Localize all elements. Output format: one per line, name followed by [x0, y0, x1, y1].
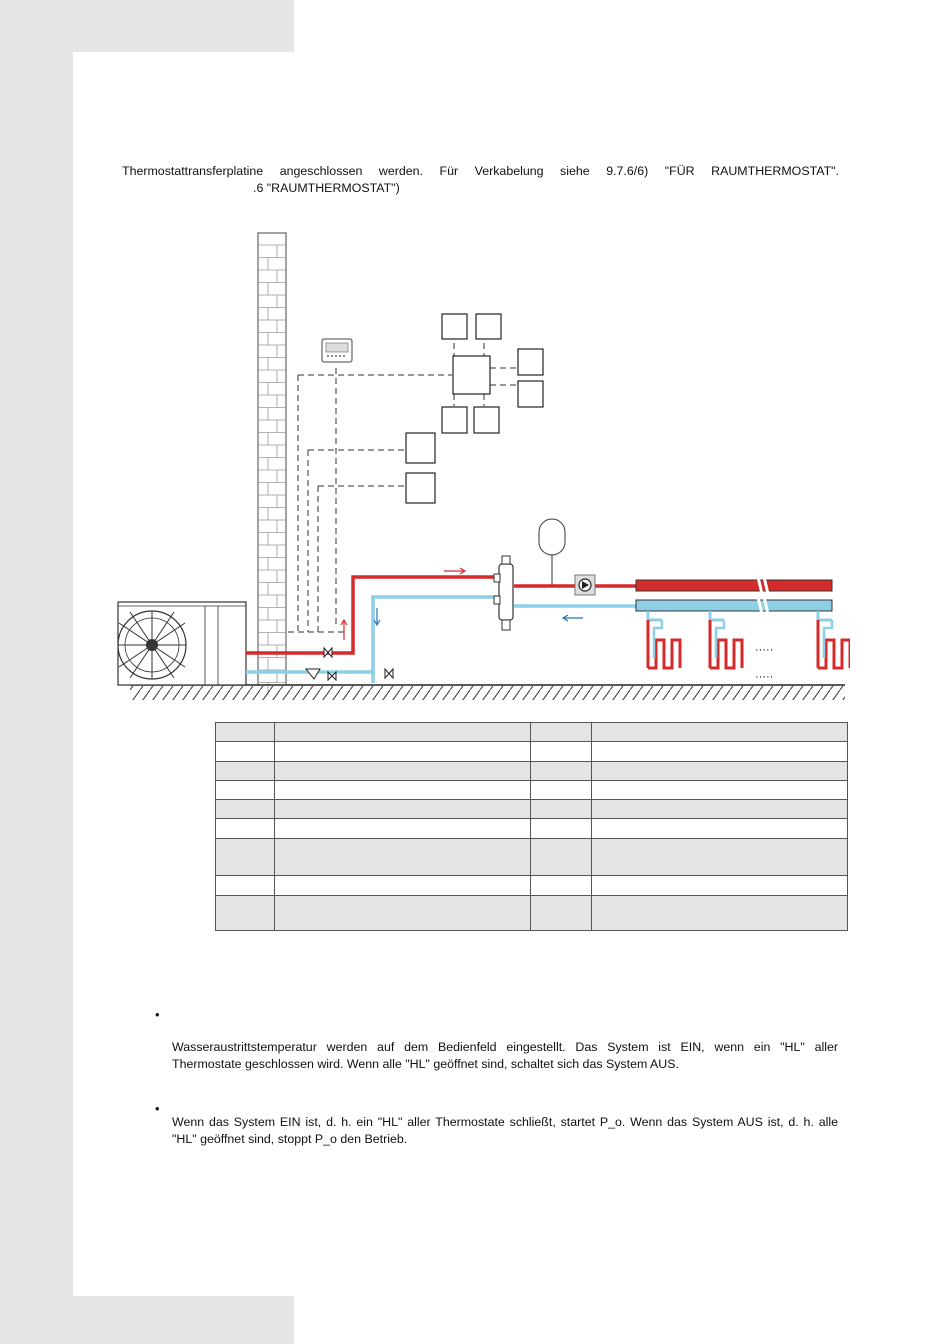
- intro-text-line-2: .6 "RAUMTHERMOSTAT"): [253, 181, 400, 195]
- manifold-return: [636, 597, 832, 614]
- loops-continuation-dots-lower: ·····: [755, 671, 774, 683]
- outdoor-unit: [118, 602, 246, 685]
- table-cell: [592, 896, 848, 931]
- page-margin-bottom: [0, 1296, 294, 1344]
- table-cell: [530, 876, 592, 896]
- table-row: [216, 876, 848, 896]
- table-row: [216, 839, 848, 876]
- table-cell: [216, 839, 275, 876]
- circulation-pump: [575, 575, 595, 595]
- table-cell: [592, 876, 848, 896]
- table-cell: [216, 876, 275, 896]
- table-row: [216, 723, 848, 742]
- table-row: [216, 742, 848, 762]
- table-row: [216, 762, 848, 781]
- table-cell: [216, 819, 275, 839]
- table-cell: [592, 742, 848, 762]
- table-cell: [592, 762, 848, 781]
- table-cell: [530, 762, 592, 781]
- table-cell: [592, 723, 848, 742]
- table-cell: [530, 723, 592, 742]
- table-cell: [592, 781, 848, 800]
- table-cell: [530, 896, 592, 931]
- table-cell: [274, 839, 530, 876]
- table-cell: [530, 819, 592, 839]
- expansion-vessel: [539, 519, 565, 586]
- table-cell: [274, 819, 530, 839]
- table-cell: [216, 896, 275, 931]
- page-margin-left: [0, 0, 73, 1344]
- table-cell: [530, 800, 592, 819]
- table-cell: [274, 896, 530, 931]
- brick-wall: [258, 233, 286, 695]
- component-table: [215, 722, 848, 931]
- table-cell: [530, 839, 592, 876]
- paragraph-1-line-2: Thermostate geschlossen wird. Wenn alle "HL" geöffnet sind, schaltet sich das System AUS.: [172, 1057, 679, 1071]
- loops-continuation-dots: ·····: [755, 644, 774, 656]
- table-cell: [274, 876, 530, 896]
- table-row: [216, 800, 848, 819]
- table-cell: [530, 781, 592, 800]
- table-cell: [274, 742, 530, 762]
- installation-diagram: [110, 228, 850, 713]
- table-cell: [216, 723, 275, 742]
- table-cell: [530, 742, 592, 762]
- flow-arrows: [341, 568, 583, 640]
- floor-heating-loops: [648, 611, 850, 668]
- table-cell: [216, 762, 275, 781]
- table-cell: [216, 742, 275, 762]
- return-pipes: [246, 597, 636, 683]
- hydraulic-separator: [494, 556, 513, 630]
- table-row: [216, 896, 848, 931]
- table-cell: [592, 839, 848, 876]
- bullet-marker-1: •: [155, 1007, 160, 1022]
- bullet-marker-2: •: [155, 1101, 160, 1116]
- table-cell: [274, 800, 530, 819]
- table-cell: [216, 800, 275, 819]
- manifold-supply: [636, 577, 832, 594]
- ground-line: [130, 685, 845, 700]
- table-cell: [592, 819, 848, 839]
- paragraph-2-line-1: Wenn das System EIN ist, d. h. ein "HL" aller Thermostate schließt, startet P_o. Wenn das System AUS ist, d. h. alle: [172, 1115, 838, 1129]
- table-cell: [592, 800, 848, 819]
- table-cell: [274, 723, 530, 742]
- paragraph-1-line-1: Wasseraustrittstemperatur werden auf dem Bedienfeld eingestellt. Das System ist EIN, wenn ein "HL" aller: [172, 1040, 838, 1054]
- table-row: [216, 781, 848, 800]
- table-cell: [216, 781, 275, 800]
- intro-text-line-1: Thermostattransferplatine angeschlossen werden. Für Verkabelung siehe 9.7.6/6) "FÜR RAUMTHERMOSTAT".: [122, 164, 839, 178]
- table-cell: [274, 762, 530, 781]
- table-row: [216, 819, 848, 839]
- thermostat-boxes: [406, 314, 543, 503]
- table-cell: [274, 781, 530, 800]
- paragraph-2-line-2: "HL" geöffnet sind, stoppt P_o den Betrieb.: [172, 1132, 408, 1146]
- wired-controller: [322, 339, 352, 362]
